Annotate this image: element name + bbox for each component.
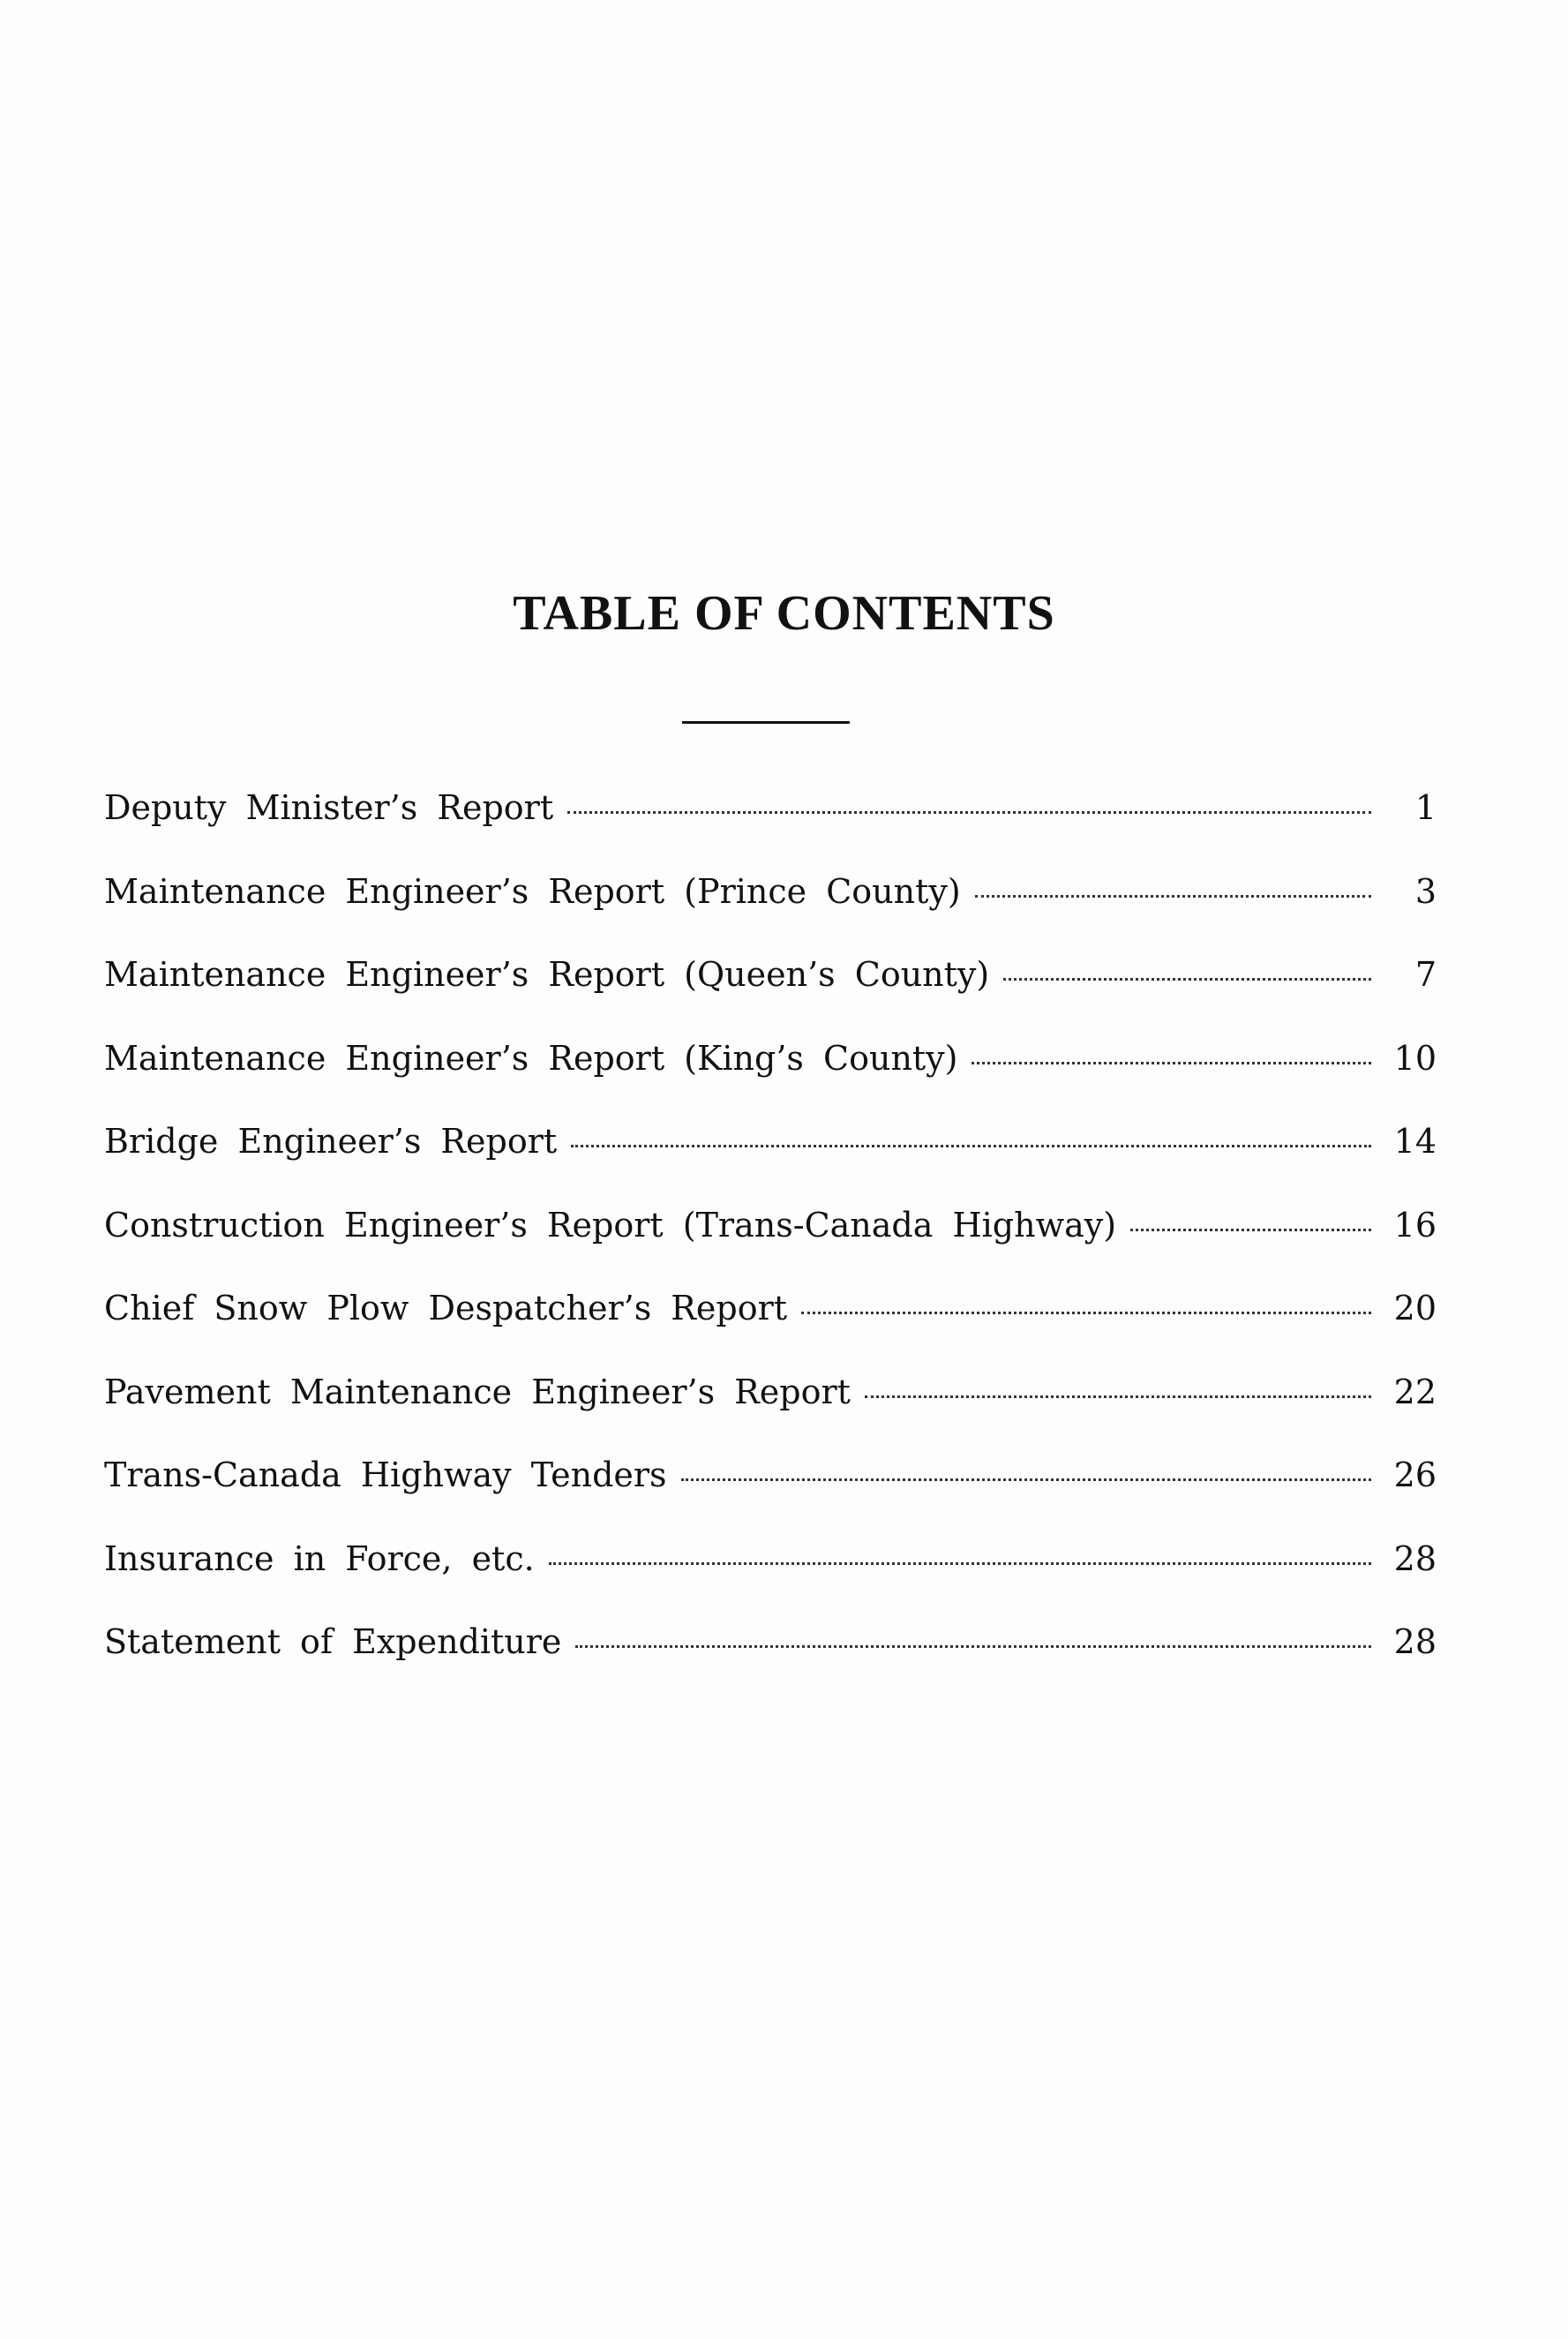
toc-entry-page: 16 xyxy=(1393,1205,1437,1245)
toc-entry-page: 26 xyxy=(1393,1455,1437,1494)
toc-entry-title: Chief Snow Plow Despatcher’s Report xyxy=(104,1289,788,1327)
toc-entry-pavement xyxy=(104,1361,1437,1445)
toc-entry-page: 10 xyxy=(1393,1038,1437,1078)
toc-entry-title: Pavement Maintenance Engineer’s Report xyxy=(104,1372,851,1411)
toc-entry-tenders xyxy=(104,1444,1437,1528)
toc-entry-page: 14 xyxy=(1393,1122,1437,1161)
table-of-contents xyxy=(104,777,1437,1695)
toc-entry-construction xyxy=(104,1194,1437,1278)
toc-entry-deputy-minister xyxy=(104,777,1437,861)
dot-leader xyxy=(1003,978,1371,981)
dot-leader xyxy=(575,1645,1371,1648)
dot-leader xyxy=(801,1312,1371,1314)
toc-entry-maintenance-kings xyxy=(104,1027,1437,1111)
toc-entry-title: Maintenance Engineer’s Report (Prince County) xyxy=(104,871,961,911)
toc-entry-page: 3 xyxy=(1414,871,1437,911)
toc-entry-insurance xyxy=(104,1528,1437,1612)
toc-entry-bridge xyxy=(104,1110,1437,1194)
dot-leader xyxy=(865,1395,1371,1398)
toc-entry-page: 22 xyxy=(1393,1372,1437,1411)
dot-leader xyxy=(571,1145,1371,1147)
toc-entry-page: 7 xyxy=(1414,955,1437,994)
toc-entry-title: Construction Engineer’s Report (Trans-Canada Highway) xyxy=(104,1205,1117,1245)
toc-entry-title: Maintenance Engineer’s Report (Queen’s County) xyxy=(104,955,990,994)
dot-leader xyxy=(972,1062,1371,1064)
dot-leader xyxy=(681,1478,1371,1481)
toc-entry-page: 28 xyxy=(1393,1622,1437,1661)
toc-entry-title: Bridge Engineer’s Report xyxy=(104,1122,558,1161)
toc-entry-title: Deputy Minister’s Report xyxy=(104,788,554,827)
page-title: TABLE OF CONTENTS xyxy=(513,586,1055,641)
toc-entry-page: 28 xyxy=(1393,1538,1437,1578)
toc-entry-maintenance-queens xyxy=(104,944,1437,1027)
toc-entry-page: 20 xyxy=(1393,1289,1437,1327)
dot-leader xyxy=(1130,1229,1371,1231)
dot-leader xyxy=(567,811,1371,814)
toc-entry-title: Maintenance Engineer’s Report (King’s County) xyxy=(104,1038,958,1078)
toc-entry-title: Trans-Canada Highway Tenders xyxy=(104,1455,667,1494)
toc-entry-title: Statement of Expenditure xyxy=(104,1622,562,1661)
toc-entry-maintenance-prince xyxy=(104,861,1437,944)
title-rule xyxy=(682,721,850,724)
toc-entry-title: Insurance in Force, etc. xyxy=(104,1538,535,1578)
toc-entry-expenditure xyxy=(104,1611,1437,1695)
dot-leader xyxy=(549,1562,1371,1565)
toc-entry-page: 1 xyxy=(1414,788,1437,827)
toc-entry-snow-plow xyxy=(104,1277,1437,1361)
dot-leader xyxy=(975,895,1371,898)
